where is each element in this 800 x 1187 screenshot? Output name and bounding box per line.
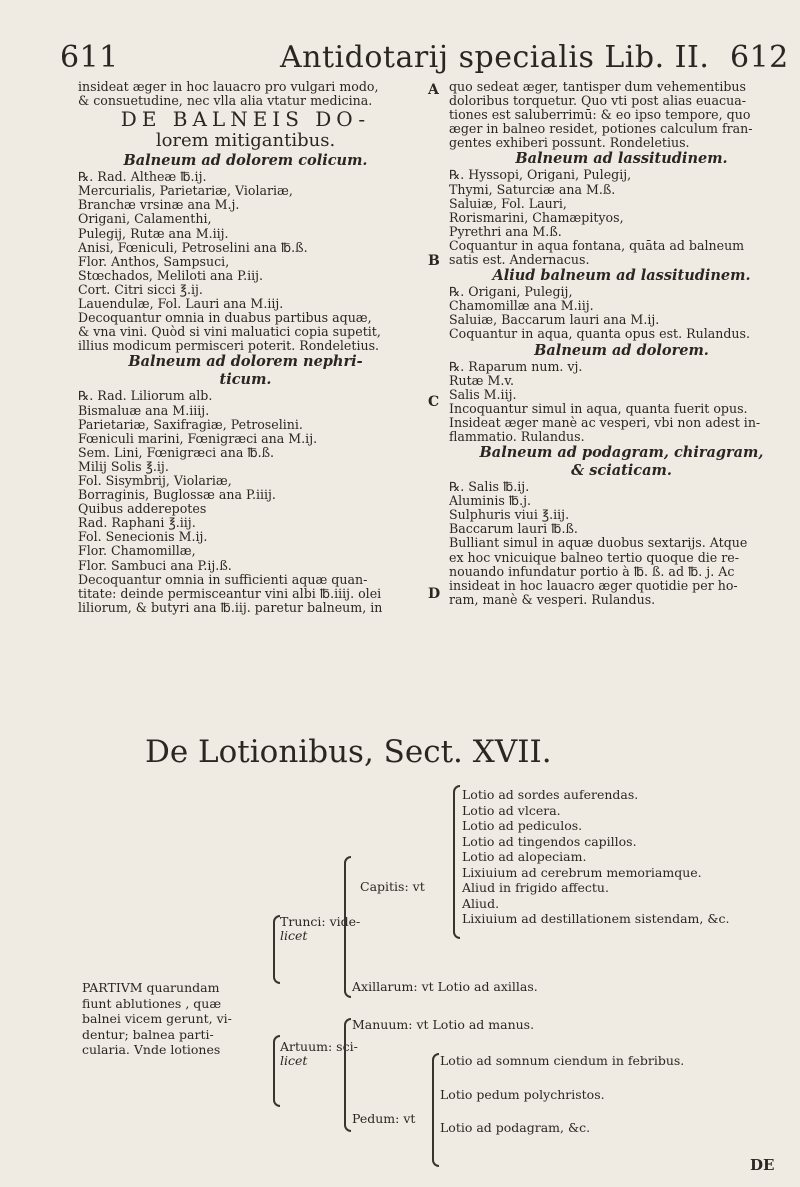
left-line: ticum.: [219, 371, 272, 389]
right-line: Bulliant simul in aquæ duobus sextarijs. Atque: [449, 536, 748, 551]
catchword: DE: [750, 1156, 775, 1174]
artuum-licet: licet: [280, 1053, 308, 1068]
right-line: & sciaticam.: [571, 462, 672, 480]
left-line: Mercurialis, Parietariæ, Violariæ,: [78, 184, 293, 199]
left-line: Balneum ad dolorem nephri-: [128, 353, 363, 371]
left-line: titate: deinde permisceantur vini albi ℔.iiij. olei: [78, 586, 382, 601]
left-line: Fœniculi marini, Fœnigræci ana M.ij.: [78, 431, 318, 446]
pedum-item: Lotio pedum polychristos.: [440, 1086, 605, 1102]
left-line: Decoquantur omnia in duabus partibus aquæ,: [78, 311, 372, 326]
left-line: Milij Solis ℥.ij.: [78, 459, 169, 474]
right-line: Incoquantur simul in aqua, quanta fuerit opus.: [449, 401, 748, 416]
left-line: insideat æger in hoc lauacro pro vulgari modo,: [78, 80, 379, 94]
capitis-item: Aliud in frigido affectu.: [462, 880, 609, 895]
right-line: nouando infundatur portio à ℔. ß. ad ℔. j. Ac: [449, 564, 735, 579]
margin-letter-b: B: [428, 253, 440, 269]
left-line: & consuetudine, nec vlla alia vtatur medicina.: [78, 94, 373, 109]
pedum-list: [440, 1053, 684, 1136]
left-line: Fol. Sisymbrij, Violariæ,: [78, 473, 232, 488]
right-line: Baccarum lauri ℔.ß.: [449, 522, 578, 537]
capitis-label: Capitis: vt: [360, 879, 425, 894]
left-line: Sem. Lini, Fœnigræci ana ℔.ß.: [78, 445, 275, 460]
capitis-list: [462, 787, 729, 927]
intro-line: dentur; balnea parti-: [82, 1026, 214, 1042]
artuum-label: Artuum: sci-: [280, 1039, 358, 1054]
left-line: DE BALNEIS DO-: [120, 108, 371, 131]
trunci-label: Trunci: vide-: [280, 914, 361, 929]
running-title: Antidotarij specialis Lib. II.: [280, 40, 710, 75]
right-line: quo sedeat æger, tantisper dum vehementibus: [449, 80, 747, 94]
page-number-right: 612: [730, 40, 789, 75]
capitis-item: Lotio ad vlcera.: [462, 802, 561, 818]
right-text-column: [449, 80, 794, 607]
left-line: Parietariæ, Saxifragiæ, Petroselini.: [78, 417, 303, 432]
pedum-item: Lotio ad somnum ciendum in febribus.: [440, 1053, 685, 1068]
right-line: Rorismarini, Chamæpityos,: [449, 210, 624, 225]
capitis-item: Lotio ad pediculos.: [462, 818, 583, 833]
right-line: Rutæ M.v.: [449, 373, 515, 388]
capitis-item: Lotio ad sordes auferendas.: [462, 787, 639, 802]
lotion-intro: [82, 980, 232, 1058]
left-line: Decoquantur omnia in sufficienti aquæ quan-: [78, 572, 368, 587]
left-line: Quibus adderepotes: [78, 502, 207, 517]
intro-line: cularia. Vnde lotiones: [82, 1042, 221, 1057]
brace-capitis: [453, 785, 460, 939]
right-line: Balneum ad lassitudinem.: [515, 150, 728, 168]
right-line: Pyrethri ana M.ß.: [449, 224, 562, 239]
pedum-item: Lotio ad podagram, &c.: [440, 1120, 591, 1135]
axillarum-line: Axillarum: vt Lotio ad axillas.: [352, 979, 538, 994]
left-line: Flor. Anthos, Sampsuci,: [78, 254, 230, 269]
right-line: Salis M.iij.: [449, 387, 517, 402]
left-line: Pulegij, Rutæ ana M.iij.: [78, 226, 229, 241]
right-line: Balneum ad dolorem.: [534, 341, 709, 359]
margin-letter-d: D: [428, 586, 441, 602]
margin-letter-a: A: [428, 82, 439, 98]
left-line: illius modicum permiscеri poterit. Rondeletius.: [78, 339, 380, 354]
right-line: Coquantur in aqua fontana, quāta ad balneum: [449, 238, 745, 253]
brace-capitis-axillarum: [344, 856, 351, 998]
left-line: Anisi, Fœniculi, Petroselini ana ℔.ß.: [78, 240, 308, 255]
capitis-item: Lotio ad alopeciam.: [462, 849, 587, 864]
left-line: Fol. Senecionis M.ij.: [78, 530, 208, 545]
right-line: ℞. Salis ℔.ij.: [449, 480, 530, 495]
brace-artuum: [273, 1035, 280, 1107]
intro-line: fiunt ablutiones , quæ: [82, 995, 222, 1011]
brace-trunci: [273, 915, 280, 984]
left-line: lorem mitigantibus.: [155, 130, 336, 152]
right-line: Saluiæ, Fol. Lauri,: [449, 196, 567, 211]
right-line: ram, manè & vesperi. Rulandus.: [449, 592, 656, 607]
left-text-column: [78, 80, 413, 615]
capitis-item: Aliud.: [462, 895, 500, 911]
left-line: Stœchados, Meliloti ana P.iij.: [78, 268, 264, 283]
right-line: Balneum ad podagram, chiragram,: [479, 444, 764, 462]
left-line: Branchæ vrsinæ ana M.j.: [78, 198, 240, 213]
right-line: gentes exhiberi possunt. Rondeletius.: [449, 136, 690, 151]
right-line: doloribus torquetur. Quo vti post alias euacua-: [449, 94, 746, 109]
left-line: Lauendulæ, Fol. Lauri ana M.iij.: [78, 297, 284, 312]
left-line: Balneum ad dolorem colicum.: [123, 152, 368, 170]
right-line: satis est. Andernacus.: [449, 253, 590, 268]
left-line: Origani, Calamenthi,: [78, 212, 212, 227]
section-heading: De Lotionibus, Sect. XVII.: [145, 734, 552, 770]
left-line: Rad. Raphani ℥.iij.: [78, 516, 196, 531]
page-number-left: 611: [60, 40, 119, 75]
intro-line: balnei vicem gerunt, vi-: [82, 1011, 232, 1026]
right-line: Thymi, Saturciæ ana M.ß.: [449, 182, 616, 197]
brace-pedum: [432, 1053, 439, 1167]
right-line: insideat in hoc lauacro æger quotidie per ho-: [449, 578, 738, 593]
right-line: ℞. Hyssopi, Origani, Pulegij,: [449, 168, 632, 183]
intro-line: PARTIVM quarundam: [82, 980, 220, 995]
trunci-licet: licet: [280, 928, 308, 943]
left-line: ℞. Rad. Liliorum alb.: [78, 389, 213, 404]
right-line: Chamomillæ ana M.iij.: [449, 299, 594, 314]
left-line: liliorum, & butyri ana ℔.iij. paretur balneum, in: [78, 600, 383, 615]
left-line: Borraginis, Buglossæ ana P.iiij.: [78, 488, 276, 503]
left-line: Flor. Sambuci ana P.ij.ß.: [78, 558, 232, 573]
pedum-label: Pedum: vt: [352, 1111, 416, 1126]
right-line: ex hoc vnicuique balneo tertio quoque die re-: [449, 550, 739, 565]
capitis-item: Lotio ad tingendos capillos.: [462, 833, 637, 849]
right-line: Aluminis ℔.j.: [449, 494, 532, 509]
right-line: Insideat æger manè ac vesperi, vbi non adest in-: [449, 415, 761, 430]
right-line: Coquantur in aqua, quanta opus est. Rulandus.: [449, 327, 750, 342]
left-line: & vna vini. Quòd si vini maluatici copia supetit,: [78, 325, 381, 340]
right-line: æger in balneo residet, potiones calculum fran-: [449, 122, 753, 137]
right-line: ℞. Origani, Pulegij,: [449, 285, 573, 300]
margin-letter-c: C: [428, 394, 440, 410]
right-line: Aliud balneum ad lassitudinem.: [492, 267, 751, 285]
right-line: flammatio. Rulandus.: [449, 429, 585, 444]
left-line: Bismaluæ ana M.iiij.: [78, 403, 210, 418]
right-line: ℞. Raparum num. vj.: [449, 359, 583, 374]
left-line: Flor. Chamomillæ,: [78, 544, 196, 559]
brace-manuum-pedum: [344, 1018, 351, 1132]
left-line: ℞. Rad. Altheæ ℔.ij.: [78, 170, 207, 185]
capitis-item: Lixiuium ad destillationem sistendam, &c.: [462, 911, 730, 926]
right-line: Sulphuris viui ℥.iij.: [449, 508, 570, 523]
capitis-item: Lixiuium ad cerebrum memoriamque.: [462, 864, 702, 880]
right-line: Saluiæ, Baccarum lauri ana M.ij.: [449, 313, 660, 328]
manuum-line: Manuum: vt Lotio ad manus.: [352, 1017, 535, 1032]
left-line: Cort. Citri sicci ℥.ij.: [78, 282, 203, 297]
right-line: tiones est saluberrimū: & eo ipso tempore, quo: [449, 108, 751, 123]
